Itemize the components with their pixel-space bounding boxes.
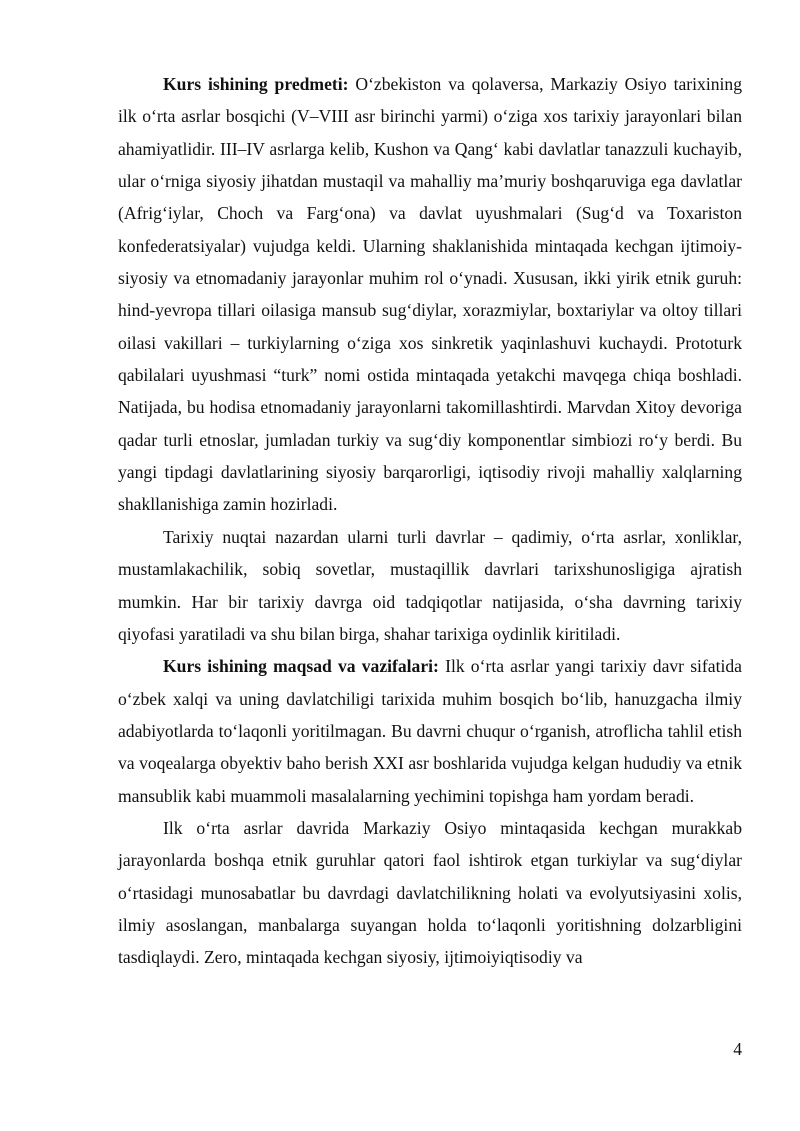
paragraph-subject [118, 68, 742, 521]
heading-subject: Kurs ishining predmeti: [163, 74, 349, 94]
paragraph-relevance [118, 812, 742, 974]
heading-goals: Kurs ishining maqsad va vazifalari: [163, 656, 439, 677]
paragraph-subject-text: O‘zbekiston va qolaversa, Markaziy Osiyo tarixining ilk o‘rta asrlar bosqichi (V–VIII asr birinchi yarmi) o‘ziga xos tarixiy jarayonlari bilan ahamiyatlidir. III–IV asrlarga kelib, Kushon va Qang‘ kabi davlatlar tanazzuli kuchayib, ular o‘rniga siyosiy jihatdan mustaqil va mahalliy maʼmuriy boshqaruviga ega davlatlar (Afrig‘iylar, Choch va Farg‘ona) va davlat uyushmalari (Sug‘d va Toxariston konfederatsiyalar) vujudga keldi. Ularning shaklanishida mintaqada kechgan ijtimoiy-siyosiy va etnomadaniy jarayonlar muhim rol o‘ynadi. Xususan, ikki yirik etnik guruh: hind-yevropa tillari oilasiga mansub sug‘diylar, xorazmiylar, boxtariylar va oltoy tillari oilasi vakillari – turkiylarning o‘ziga xos sinkretik yaqinlashuvi kuchaydi. Prototurk qabilalari uyushmasi “turk” nomi ostida mintaqada yetakchi mavqega chiqa boshladi. Natijada, bu hodisa etnomadaniy jarayonlarni takomillashtirdi. Marvdan Xitoy devoriga qadar turli etnoslar, jumladan turkiy va sug‘diy komponentlar simbiozi ro‘y berdi. Bu yangi tipdagi davlatlarining siyosiy barqarorligi, iqtisodiy rivoji mahalliy xalqlarning shakllanishiga zamin hozirladi. [118, 74, 742, 515]
document-body [118, 68, 742, 974]
paragraph-goals-text: Ilk o‘rta asrlar yangi tarixiy davr sifatida o‘zbek xalqi va uning davlatchiligi tarixida muhim bosqich bo‘lib, hanuzgacha ilmiy adabiyotlarda to‘laqonli yoritilmagan. Bu davrni chuqur o‘rganish, atroflicha tahlil etish va voqealarga obyektiv baho berish XXI asr boshlarida vujudga kelgan hududiy va etnik mansublik kabi muammoli masalalarning yechimini topishga ham yordam beradi. [118, 656, 742, 806]
paragraph-goals [118, 650, 742, 812]
paragraph-relevance-text: Ilk o‘rta asrlar davrida Markaziy Osiyo mintaqasida kechgan murakkab jarayonlarda boshqa etnik guruhlar qatori faol ishtirok etgan turkiylar va sug‘diylar o‘rtasidagi munosabatlar bu davrdagi davlatchilikning holati va evolyutsiyasini xolis, ilmiy asoslangan, manbalarga suyangan holda to‘laqonli yoritishning dolzarbligini tasdiqlaydi. Zero, mintaqada kechgan siyosiy, ijtimoiyiqtisodiy va [118, 817, 742, 968]
page-number: 4 [733, 1039, 742, 1059]
paragraph-historiography [118, 521, 742, 650]
paragraph-historiography-text: Tarixiy nuqtai nazardan ularni turli davrlar – qadimiy, o‘rta asrlar, xonliklar, mustamlakachilik, sobiq sovetlar, mustaqillik davrlari tarixshunosligiga ajratish mumkin. Har bir tarixiy davrga oid tadqiqotlar natijasida, o‘sha davrning tarixiy qiyofasi yaratiladi va shu bilan birga, shahar tarixiga oydinlik kiritiladi. [118, 526, 742, 644]
